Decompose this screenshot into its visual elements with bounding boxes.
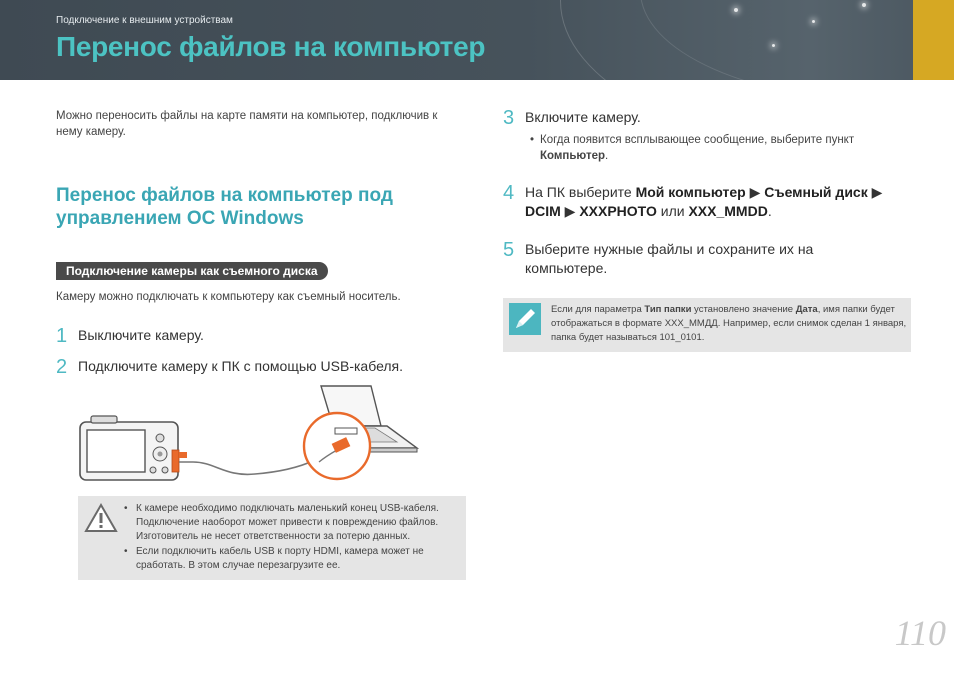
step-2: [56, 357, 403, 377]
step-text: Включите камеру.: [525, 109, 641, 125]
step-4-text: На ПК выберите: [525, 184, 636, 200]
path-arrow: ▶: [745, 184, 765, 200]
subsection-description: Камеру можно подключать к компьютеру как съемный носитель.: [56, 291, 401, 303]
bullet-bold-text: Компьютер: [540, 150, 606, 162]
note-bold: Тип папки: [644, 304, 692, 315]
step-text: Выключите камеру.: [78, 327, 204, 343]
section-title: Перенос файлов на компьютер под управлением ОС Windows: [56, 185, 393, 229]
note-box: [503, 298, 911, 352]
step-text: [525, 183, 913, 221]
step-number: 2: [56, 356, 68, 378]
step-3: [503, 108, 641, 128]
header-sparkle: [772, 44, 775, 47]
path-arrow: ▶: [867, 184, 883, 200]
step-4: [503, 183, 913, 221]
step-3-bullet: [530, 132, 920, 164]
path-end: .: [767, 203, 772, 219]
breadcrumb: Подключение к внешним устройствам: [56, 15, 233, 26]
step-number: 1: [56, 325, 68, 347]
path-xxxphoto: XXXPHOTO: [579, 203, 657, 219]
step-5: [503, 240, 913, 278]
caution-item: • Если подключить кабель USB к порту HDMI, камера может не сработать. В этом случае перезагрузите ее.: [122, 545, 458, 573]
path-arrow: ▶: [560, 203, 580, 219]
path-dcim: DCIM: [525, 203, 561, 219]
note-text: [551, 303, 907, 345]
path-removable-disk: Съемный диск: [764, 184, 868, 200]
page-number: 110: [894, 613, 946, 653]
step-1: [56, 326, 204, 346]
step-number: 5: [503, 239, 515, 261]
caution-box: [78, 496, 466, 580]
subsection-pill: Подключение камеры как съемного диска: [56, 262, 328, 280]
page-header: [0, 0, 954, 80]
header-sparkle: [734, 8, 738, 12]
intro-text: Можно переносить файлы на карте памяти на компьютер, подключив к нему камеру.: [56, 110, 438, 138]
camera-usb-laptop-illustration: [75, 382, 425, 492]
step-number: 4: [503, 182, 515, 204]
header-sparkle: [862, 3, 866, 7]
caution-list: [122, 502, 458, 574]
chapter-tab: [913, 0, 954, 80]
note-bold: Дата: [795, 304, 818, 315]
caution-item: • К камере необходимо подключать маленький конец USB-кабеля. Подключение наоборот может привести к повреждению файлов. Изготовитель не несет ответственности за потерю данных.: [122, 502, 458, 544]
note-part: , имя папки будет отображаться в формате XXX_ММДД. Например, если снимок сделан 1 января, папка будет называться 101_0101.: [551, 304, 907, 343]
warning-triangle-icon: [84, 502, 118, 534]
note-part: установлено значение: [691, 304, 796, 315]
camera-icon: [80, 416, 179, 480]
step-text: Выберите нужные файлы и сохраните их на компьютере.: [525, 241, 814, 276]
path-xxx-mmdd: XXX_MMDD: [688, 203, 768, 219]
step-number: 3: [503, 107, 515, 129]
step-text: Подключите камеру к ПК с помощью USB-кабеля.: [78, 358, 404, 374]
pencil-note-icon: [509, 303, 541, 335]
path-or: или: [656, 203, 689, 219]
header-sparkle: [812, 20, 815, 23]
bullet-end: .: [605, 150, 609, 162]
page-title: Перенос файлов на компьютер: [56, 31, 486, 62]
bullet-text: Когда появится всплывающее сообщение, выберите пункт: [540, 134, 855, 146]
note-part: Если для параметра: [551, 304, 645, 315]
path-my-computer: Мой компьютер: [635, 184, 746, 200]
